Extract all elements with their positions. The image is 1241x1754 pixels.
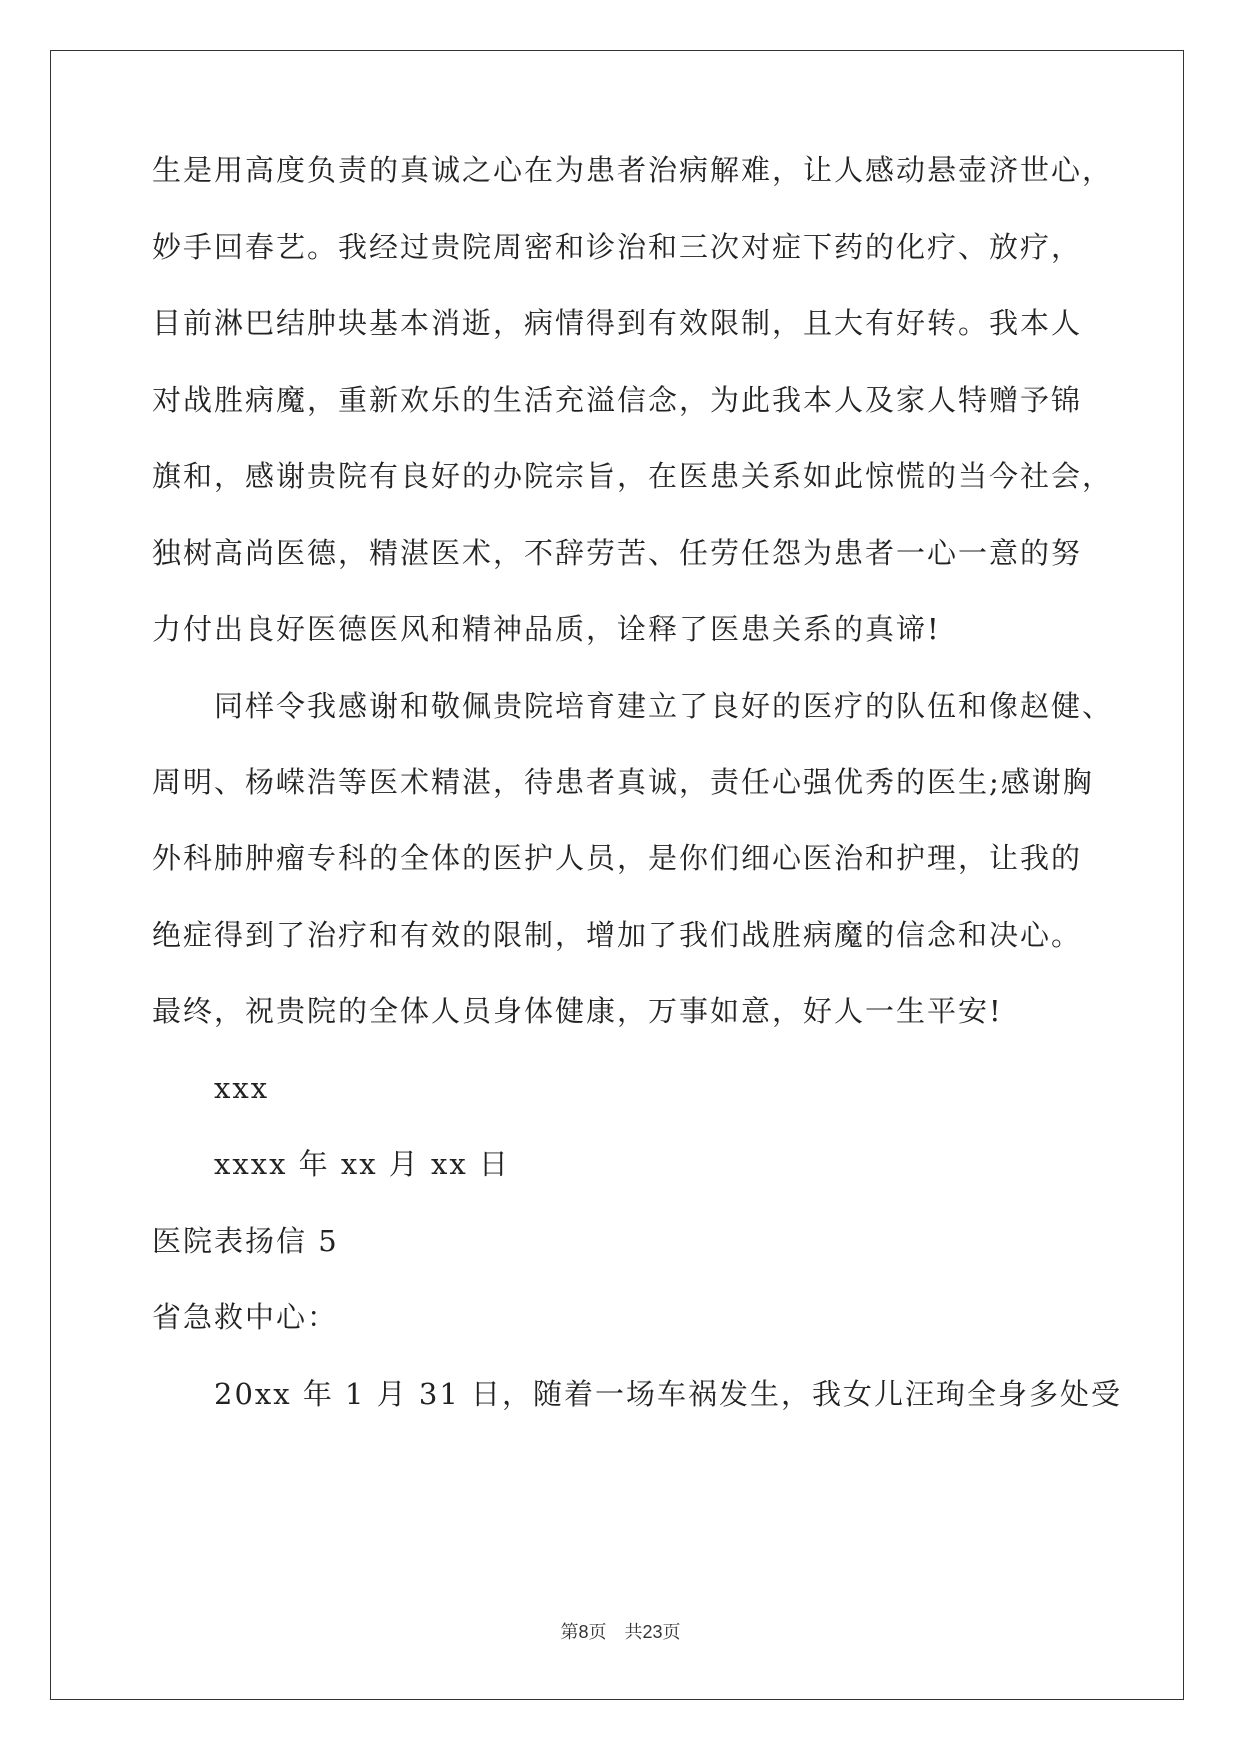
text-line: 外科肺肿瘤专科的全体的医护人员，是你们细心医治和护理，让我的 (152, 841, 1083, 875)
footer-mid: 页 共 (588, 1622, 643, 1643)
text-line: 最终，祝贵院的全体人员身体健康，万事如意，好人一生平安! (152, 994, 1003, 1028)
text-line: 绝症得到了治疗和有效的限制，增加了我们战胜病魔的信念和决心。 (152, 918, 1083, 952)
text-line: 妙手回春艺。我经过贵院周密和诊治和三次对症下药的化疗、放疗， (152, 230, 1083, 264)
signature-date: xxxx 年 xx 月 xx 日 (214, 1147, 510, 1181)
page-footer (0, 1620, 1241, 1645)
text-line: 旗和，感谢贵院有良好的办院宗旨，在医患关系如此惊慌的当今社会， (152, 459, 1114, 493)
footer-suffix: 页 (662, 1622, 681, 1643)
section-heading: 医院表扬信 5 (152, 1224, 339, 1258)
paragraph-start-line: 同样令我感谢和敬佩贵院培育建立了良好的医疗的队伍和像赵健、 (214, 689, 1114, 723)
text-line: 力付出良好医德医风和精神品质，诠释了医患关系的真谛! (152, 612, 941, 646)
text-line: 对战胜病魔，重新欢乐的生活充溢信念，为此我本人及家人特赠予锦 (152, 383, 1083, 417)
footer-total-pages: 23 (642, 1622, 663, 1642)
salutation: 省急救中心： (152, 1300, 339, 1334)
footer-page-number: 8 (578, 1622, 589, 1642)
text-line: 独树高尚医德，精湛医术，不辞劳苦、任劳任怨为患者一心一意的努 (152, 536, 1083, 570)
text-line: 周明、杨嵘浩等医术精湛，待患者真诚，责任心强优秀的医生;感谢胸 (152, 765, 1094, 799)
signature-name: xxx (214, 1071, 270, 1105)
text-line: 目前淋巴结肿块基本消逝，病情得到有效限制，且大有好转。我本人 (152, 306, 1083, 340)
paragraph-start-line: 20xx 年 1 月 31 日，随着一场车祸发生，我女儿汪珣全身多处受 (214, 1377, 1123, 1411)
text-line: 生是用高度负责的真诚之心在为患者治病解难，让人感动悬壶济世心， (152, 153, 1114, 187)
footer-prefix: 第 (560, 1622, 579, 1643)
